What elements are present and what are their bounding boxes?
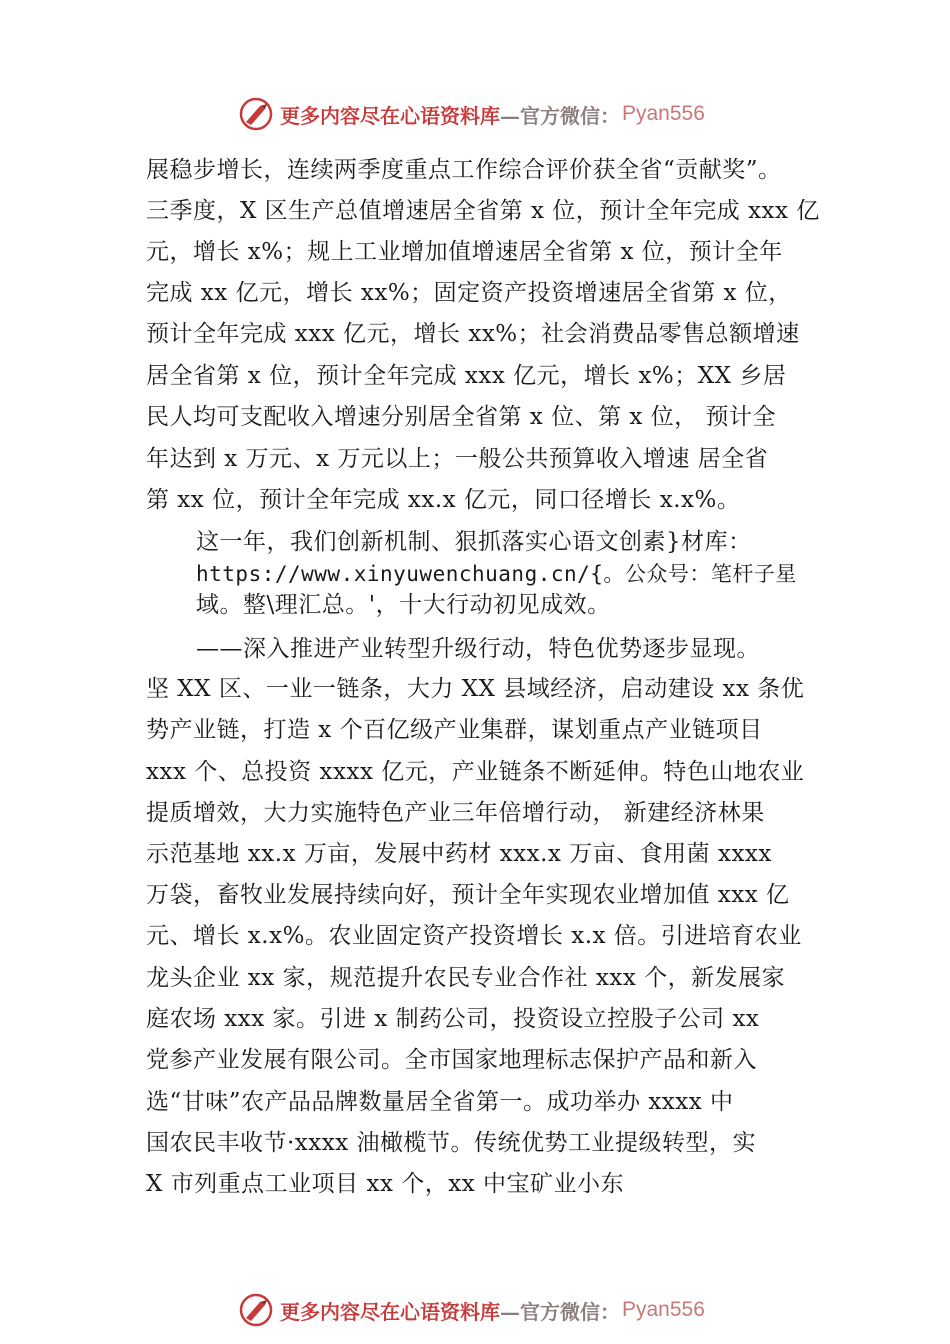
text-line: 年达到 x 万元、x 万元以上；一般公共预算收入增速 居全省 (146, 446, 769, 472)
text-line: 域。整\理汇总。'，十大行动初见成效。 (196, 592, 611, 618)
text-line: 龙头企业 xx 家，规范提升农民专业合作社 xxx 个，新发展家 (146, 965, 786, 991)
text-line: 第 xx 位，预计全年完成 xx.x 亿元，同口径增长 x.x%。 (146, 487, 741, 513)
text-line: 庭农场 xxx 家。引进 x 制药公司，投资设立控股子公司 xx (146, 1006, 760, 1032)
banner-subtitle: —官方微信： (500, 103, 620, 128)
banner-title: 更多内容尽在心语资料库 (280, 1299, 500, 1324)
text-line: 元、增长 x.x%。农业固定资产投资增长 x.x 倍。引进培育农业 (146, 923, 802, 949)
text-line: 完成 xx 亿元，增长 xx%；固定资产投资增速居全省第 x 位， (146, 280, 792, 306)
text-line-url: https://www.xinyuwenchuang.cn/{。公众号：笔杆子星 (196, 562, 797, 586)
text-line: 势产业链，打造 x 个百亿级产业集群，谋划重点产业链项目 (146, 717, 763, 743)
text-line: 元，增长 x%；规上工业增加值增速居全省第 x 位，预计全年 (146, 239, 783, 265)
text-line: xxx 个、总投资 xxxx 亿元，产业链条不断延伸。特色山地农业 (146, 759, 805, 785)
text-line: 提质增效，大力实施特色产业三年倍增行动， 新建经济林果 (146, 800, 765, 826)
text-line: 国农民丰收节·xxxx 油橄榄节。传统优势工业提级转型，实 (146, 1130, 757, 1156)
text-line: 党参产业发展有限公司。全市国家地理标志保护产品和新入 (146, 1047, 757, 1073)
text-line: 居全省第 x 位，预计全年完成 xxx 亿元，增长 x%；XX 乡居 (146, 363, 787, 389)
banner-subtitle: —官方微信： (500, 1299, 620, 1324)
banner-wechat-id: Pyan556 (622, 1298, 705, 1321)
text-line: 展稳步增长，连续两季度重点工作综合评价获全省“贡献奖”。 (146, 157, 782, 183)
text-line: X 市列重点工业项目 xx 个，xx 中宝矿业小东 (146, 1171, 625, 1197)
text-line: 坚 XX 区、一业一链条，大力 XX 县域经济，启动建设 xx 条优 (146, 676, 805, 702)
header-banner (238, 94, 705, 134)
pen-logo-icon (238, 96, 274, 132)
text-line: 万袋，畜牧业发展持续向好，预计全年实现农业增加值 xxx 亿 (146, 882, 790, 908)
text-line: 选“甘味”农产品品牌数量居全省第一。成功举办 xxxx 中 (146, 1089, 734, 1115)
pen-logo-icon (238, 1292, 274, 1328)
text-line: 预计全年完成 xxx 亿元，增长 xx%；社会消费品零售总额增速 (146, 321, 800, 347)
text-line: 示范基地 xx.x 万亩，发展中药材 xxx.x 万亩、食用菌 xxxx (146, 841, 772, 867)
text-line-subheading: ——深入推进产业转型升级行动，特色优势逐步显现。 (196, 636, 760, 662)
banner-wechat-id: Pyan556 (622, 102, 705, 125)
text-line: 这一年，我们创新机制、狠抓落实心语文创素}材库： (196, 529, 752, 555)
banner-title: 更多内容尽在心语资料库 (280, 103, 500, 128)
text-line: 民人均可支配收入增速分别居全省第 x 位、第 x 位， 预计全 (146, 404, 776, 430)
text-line: 三季度，X 区生产总值增速居全省第 x 位，预计全年完成 xxx 亿 (146, 198, 820, 224)
footer-banner (238, 1290, 705, 1330)
